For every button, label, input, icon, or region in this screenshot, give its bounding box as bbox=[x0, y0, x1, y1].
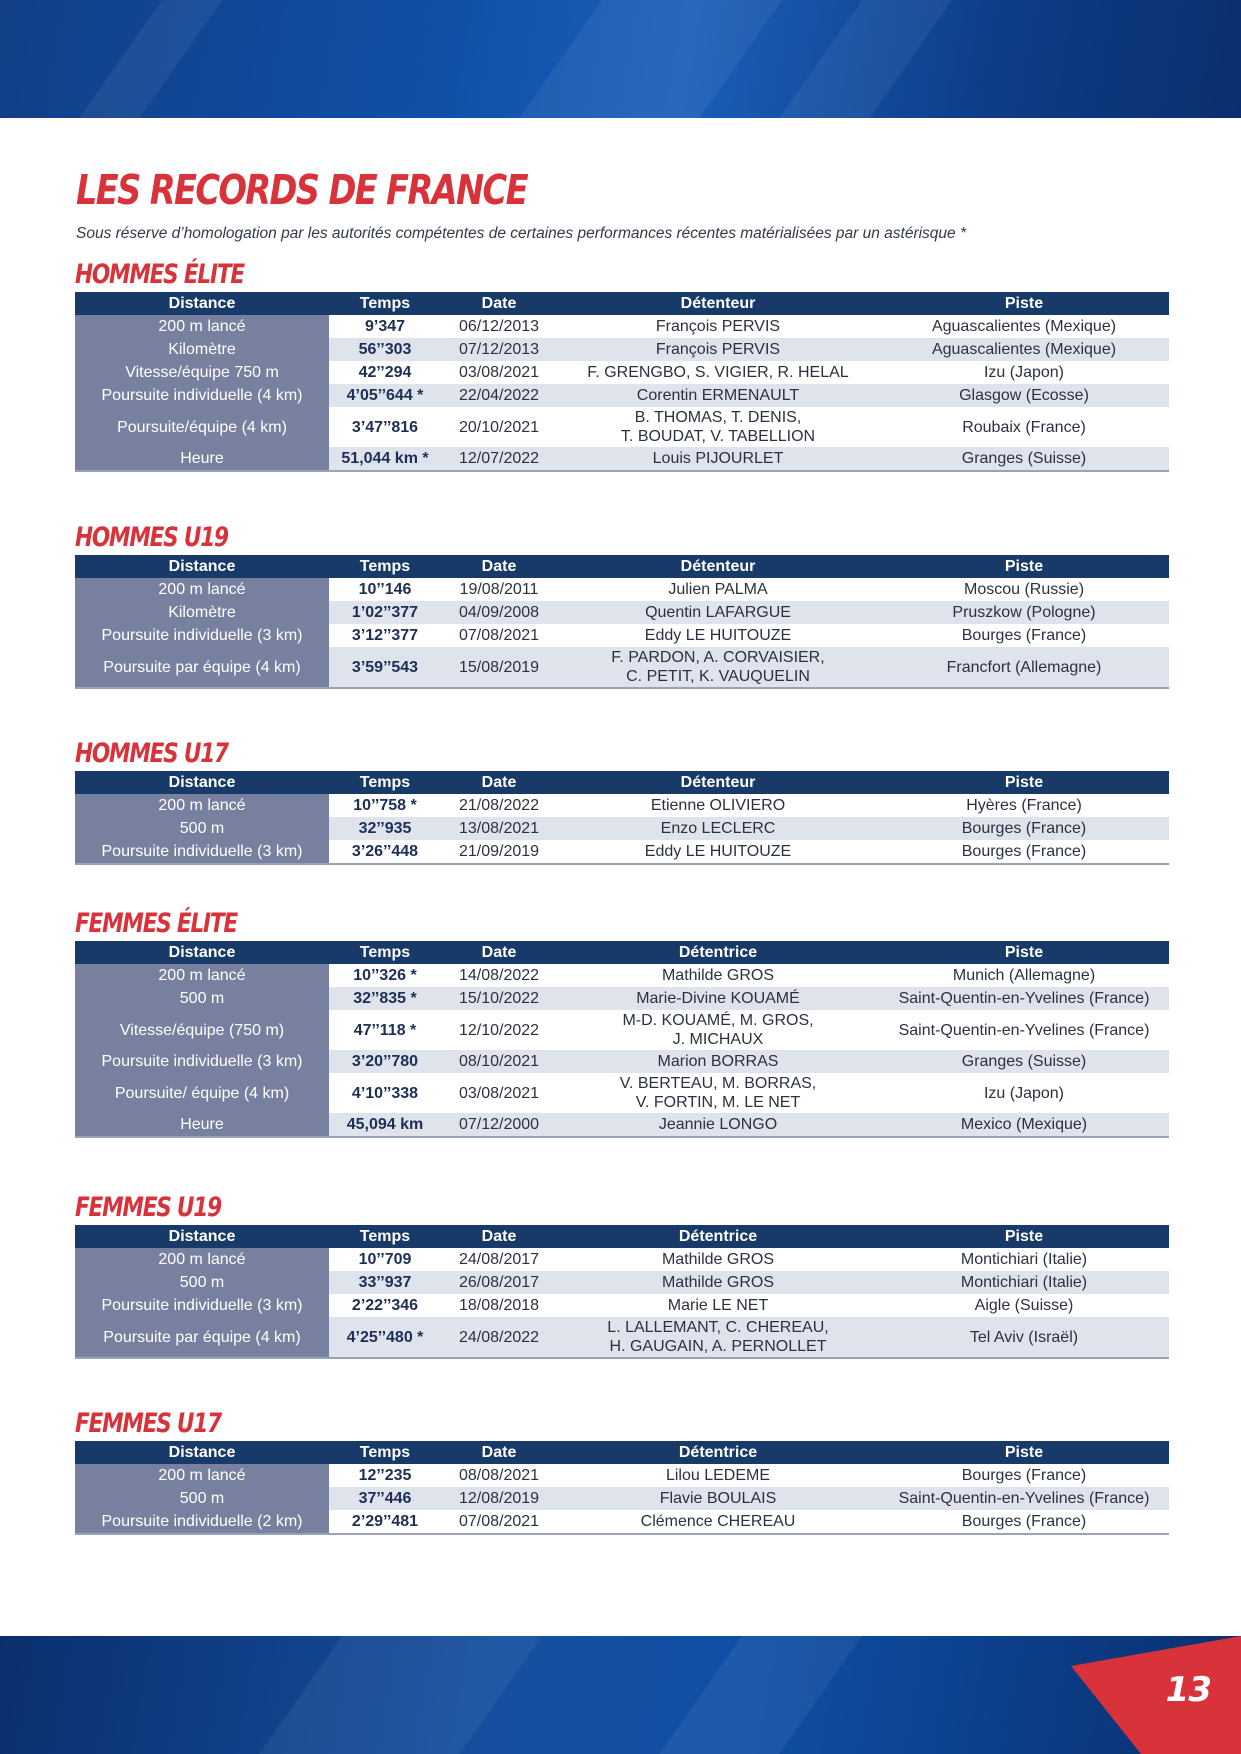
page-number: 13 bbox=[1165, 1670, 1211, 1710]
date-cell: 03/08/2021 bbox=[441, 1073, 557, 1113]
page-subtitle: Sous réserve d’homologation par les autorités compétentes de certaines performances récentes matérialisées par un astérisque * bbox=[76, 225, 967, 242]
date-cell: 21/09/2019 bbox=[441, 840, 557, 864]
track-cell: Glasgow (Ecosse) bbox=[879, 384, 1169, 407]
holder-cell: Jeannie LONGO bbox=[557, 1113, 879, 1137]
table-row bbox=[75, 647, 1169, 688]
section-1 bbox=[75, 521, 1169, 689]
section-title: HOMMES U17 bbox=[75, 738, 228, 769]
column-header: Date bbox=[441, 555, 557, 578]
holder-line-1: M-D. KOUAMÉ, M. GROS, bbox=[622, 1012, 814, 1029]
holder-cell: Enzo LECLERC bbox=[557, 817, 879, 840]
distance-cell: Kilomètre bbox=[75, 338, 329, 361]
table-row bbox=[75, 601, 1169, 624]
holder-cell: F. GRENGBO, S. VIGIER, R. HELAL bbox=[557, 361, 879, 384]
table-row bbox=[75, 407, 1169, 447]
time-cell: 2’22’’346 bbox=[329, 1294, 441, 1317]
table-row bbox=[75, 1294, 1169, 1317]
distance-cell: Poursuite individuelle (3 km) bbox=[75, 1050, 329, 1073]
time-cell: 32’’935 bbox=[329, 817, 441, 840]
column-header: Piste bbox=[879, 292, 1169, 315]
distance-cell: Poursuite individuelle (3 km) bbox=[75, 1294, 329, 1317]
time-cell: 2’29’’481 bbox=[329, 1510, 441, 1534]
holder-line-1: L. LALLEMANT, C. CHEREAU, bbox=[607, 1319, 829, 1336]
track-cell: Francfort (Allemagne) bbox=[879, 647, 1169, 688]
table-row bbox=[75, 817, 1169, 840]
time-cell: 3’26’’448 bbox=[329, 840, 441, 864]
holder-line-2: V. FORTIN, M. LE NET bbox=[635, 1094, 801, 1111]
time-cell: 3’12’’377 bbox=[329, 624, 441, 647]
page-title: LES RECORDS DE FRANCE bbox=[76, 166, 527, 214]
table-row bbox=[75, 624, 1169, 647]
track-cell: Aigle (Suisse) bbox=[879, 1294, 1169, 1317]
date-cell: 24/08/2022 bbox=[441, 1317, 557, 1358]
holder-line-1: F. PARDON, A. CORVAISIER, bbox=[611, 649, 825, 666]
column-header: Temps bbox=[329, 1441, 441, 1464]
column-header: Distance bbox=[75, 941, 329, 964]
table-row bbox=[75, 1317, 1169, 1358]
time-cell: 3’59’’543 bbox=[329, 647, 441, 688]
distance-cell: 200 m lancé bbox=[75, 315, 329, 338]
time-cell: 51,044 km * bbox=[329, 447, 441, 471]
track-cell: Izu (Japon) bbox=[879, 1073, 1169, 1113]
section-title: HOMMES U19 bbox=[75, 522, 228, 553]
column-header: Temps bbox=[329, 555, 441, 578]
records-table bbox=[75, 292, 1169, 472]
holder-cell: Flavie BOULAIS bbox=[557, 1487, 879, 1510]
date-cell: 07/08/2021 bbox=[441, 1510, 557, 1534]
table-row bbox=[75, 1487, 1169, 1510]
time-cell: 33’’937 bbox=[329, 1271, 441, 1294]
table-row bbox=[75, 1248, 1169, 1271]
distance-cell: Kilomètre bbox=[75, 601, 329, 624]
holder-line-1: V. BERTEAU, M. BORRAS, bbox=[619, 1075, 817, 1092]
date-cell: 15/10/2022 bbox=[441, 987, 557, 1010]
column-header: Date bbox=[441, 771, 557, 794]
holder-cell: Julien PALMA bbox=[557, 578, 879, 601]
holder-cell: Marie-Divine KOUAMÉ bbox=[557, 987, 879, 1010]
column-header: Piste bbox=[879, 941, 1169, 964]
distance-cell: Heure bbox=[75, 1113, 329, 1137]
date-cell: 14/08/2022 bbox=[441, 964, 557, 987]
track-cell: Aguascalientes (Mexique) bbox=[879, 315, 1169, 338]
column-header: Détenteur bbox=[557, 555, 879, 578]
table-row bbox=[75, 384, 1169, 407]
track-cell: Saint-Quentin-en-Yvelines (France) bbox=[879, 1010, 1169, 1050]
distance-cell: 200 m lancé bbox=[75, 794, 329, 817]
section-title: HOMMES ÉLITE bbox=[75, 259, 244, 290]
holder-cell bbox=[557, 1073, 879, 1113]
track-cell: Bourges (France) bbox=[879, 624, 1169, 647]
time-cell: 4’25’’480 * bbox=[329, 1317, 441, 1358]
holder-line-2: C. PETIT, K. VAUQUELIN bbox=[626, 668, 810, 685]
date-cell: 24/08/2017 bbox=[441, 1248, 557, 1271]
holder-cell: Louis PIJOURLET bbox=[557, 447, 879, 471]
date-cell: 12/07/2022 bbox=[441, 447, 557, 471]
table-header-row bbox=[75, 1441, 1169, 1464]
table-row bbox=[75, 1050, 1169, 1073]
column-header: Piste bbox=[879, 771, 1169, 794]
distance-cell: 500 m bbox=[75, 1271, 329, 1294]
distance-cell: Poursuite par équipe (4 km) bbox=[75, 647, 329, 688]
distance-cell: Poursuite individuelle (3 km) bbox=[75, 624, 329, 647]
column-header: Date bbox=[441, 1441, 557, 1464]
distance-cell: Poursuite individuelle (3 km) bbox=[75, 840, 329, 864]
table-row bbox=[75, 361, 1169, 384]
date-cell: 04/09/2008 bbox=[441, 601, 557, 624]
date-cell: 26/08/2017 bbox=[441, 1271, 557, 1294]
distance-cell: Vitesse/équipe (750 m) bbox=[75, 1010, 329, 1050]
track-cell: Montichiari (Italie) bbox=[879, 1248, 1169, 1271]
distance-cell: Poursuite individuelle (4 km) bbox=[75, 384, 329, 407]
table-header-row bbox=[75, 555, 1169, 578]
section-3 bbox=[75, 907, 1169, 1138]
holder-cell: Mathilde GROS bbox=[557, 1271, 879, 1294]
column-header: Temps bbox=[329, 292, 441, 315]
section-2 bbox=[75, 737, 1169, 865]
holder-cell bbox=[557, 1317, 879, 1358]
holder-cell: Mathilde GROS bbox=[557, 964, 879, 987]
holder-cell bbox=[557, 1010, 879, 1050]
column-header: Date bbox=[441, 941, 557, 964]
table-row bbox=[75, 1464, 1169, 1487]
distance-cell: Vitesse/équipe 750 m bbox=[75, 361, 329, 384]
holder-cell: François PERVIS bbox=[557, 338, 879, 361]
track-cell: Montichiari (Italie) bbox=[879, 1271, 1169, 1294]
page-number-badge bbox=[1071, 1636, 1241, 1754]
bottom-banner bbox=[0, 1636, 1241, 1754]
time-cell: 4’10’’338 bbox=[329, 1073, 441, 1113]
track-cell: Hyères (France) bbox=[879, 794, 1169, 817]
track-cell: Saint-Quentin-en-Yvelines (France) bbox=[879, 987, 1169, 1010]
holder-cell: Marie LE NET bbox=[557, 1294, 879, 1317]
holder-line-2: H. GAUGAIN, A. PERNOLLET bbox=[609, 1338, 827, 1355]
distance-cell: 200 m lancé bbox=[75, 1464, 329, 1487]
column-header: Détentrice bbox=[557, 1225, 879, 1248]
column-header: Piste bbox=[879, 1225, 1169, 1248]
table-row bbox=[75, 1271, 1169, 1294]
holder-cell bbox=[557, 407, 879, 447]
distance-cell: 200 m lancé bbox=[75, 578, 329, 601]
date-cell: 18/08/2018 bbox=[441, 1294, 557, 1317]
column-header: Détenteur bbox=[557, 771, 879, 794]
column-header: Détentrice bbox=[557, 1441, 879, 1464]
date-cell: 19/08/2011 bbox=[441, 578, 557, 601]
date-cell: 08/10/2021 bbox=[441, 1050, 557, 1073]
track-cell: Pruszkow (Pologne) bbox=[879, 601, 1169, 624]
track-cell: Izu (Japon) bbox=[879, 361, 1169, 384]
time-cell: 47’’118 * bbox=[329, 1010, 441, 1050]
section-title: FEMMES U19 bbox=[75, 1192, 221, 1223]
holder-cell: Eddy LE HUITOUZE bbox=[557, 624, 879, 647]
time-cell: 10’’758 * bbox=[329, 794, 441, 817]
distance-cell: 500 m bbox=[75, 817, 329, 840]
date-cell: 21/08/2022 bbox=[441, 794, 557, 817]
track-cell: Moscou (Russie) bbox=[879, 578, 1169, 601]
distance-cell: Heure bbox=[75, 447, 329, 471]
time-cell: 3’47’’816 bbox=[329, 407, 441, 447]
track-cell: Bourges (France) bbox=[879, 817, 1169, 840]
column-header: Distance bbox=[75, 1225, 329, 1248]
section-4 bbox=[75, 1191, 1169, 1359]
track-cell: Bourges (France) bbox=[879, 1510, 1169, 1534]
column-header: Temps bbox=[329, 1225, 441, 1248]
distance-cell: Poursuite par équipe (4 km) bbox=[75, 1317, 329, 1358]
holder-cell: Corentin ERMENAULT bbox=[557, 384, 879, 407]
track-cell: Granges (Suisse) bbox=[879, 447, 1169, 471]
records-table bbox=[75, 1441, 1169, 1535]
table-row bbox=[75, 794, 1169, 817]
distance-cell: 500 m bbox=[75, 1487, 329, 1510]
column-header: Distance bbox=[75, 292, 329, 315]
table-row bbox=[75, 840, 1169, 864]
records-table bbox=[75, 941, 1169, 1138]
distance-cell: 500 m bbox=[75, 987, 329, 1010]
time-cell: 10’’146 bbox=[329, 578, 441, 601]
table-row bbox=[75, 578, 1169, 601]
time-cell: 37’’446 bbox=[329, 1487, 441, 1510]
column-header: Distance bbox=[75, 1441, 329, 1464]
date-cell: 12/10/2022 bbox=[441, 1010, 557, 1050]
date-cell: 06/12/2013 bbox=[441, 315, 557, 338]
table-row bbox=[75, 987, 1169, 1010]
date-cell: 03/08/2021 bbox=[441, 361, 557, 384]
table-row bbox=[75, 1510, 1169, 1534]
holder-cell: Lilou LEDEME bbox=[557, 1464, 879, 1487]
table-row bbox=[75, 447, 1169, 471]
section-5 bbox=[75, 1407, 1169, 1535]
column-header: Piste bbox=[879, 555, 1169, 578]
distance-cell: Poursuite individuelle (2 km) bbox=[75, 1510, 329, 1534]
time-cell: 9’347 bbox=[329, 315, 441, 338]
column-header: Détentrice bbox=[557, 941, 879, 964]
column-header: Date bbox=[441, 292, 557, 315]
date-cell: 15/08/2019 bbox=[441, 647, 557, 688]
distance-cell: Poursuite/équipe (4 km) bbox=[75, 407, 329, 447]
time-cell: 12’’235 bbox=[329, 1464, 441, 1487]
section-0 bbox=[75, 258, 1169, 472]
holder-cell: Quentin LAFARGUE bbox=[557, 601, 879, 624]
table-row bbox=[75, 1010, 1169, 1050]
distance-cell: 200 m lancé bbox=[75, 1248, 329, 1271]
holder-line-1: B. THOMAS, T. DENIS, bbox=[634, 409, 802, 426]
track-cell: Tel Aviv (Israël) bbox=[879, 1317, 1169, 1358]
column-header: Temps bbox=[329, 941, 441, 964]
holder-cell: Clémence CHEREAU bbox=[557, 1510, 879, 1534]
table-header-row bbox=[75, 941, 1169, 964]
section-title: FEMMES ÉLITE bbox=[75, 908, 237, 939]
column-header: Distance bbox=[75, 555, 329, 578]
distance-cell: 200 m lancé bbox=[75, 964, 329, 987]
column-header: Date bbox=[441, 1225, 557, 1248]
track-cell: Bourges (France) bbox=[879, 1464, 1169, 1487]
holder-cell: Marion BORRAS bbox=[557, 1050, 879, 1073]
column-header: Temps bbox=[329, 771, 441, 794]
date-cell: 08/08/2021 bbox=[441, 1464, 557, 1487]
track-cell: Roubaix (France) bbox=[879, 407, 1169, 447]
time-cell: 45,094 km bbox=[329, 1113, 441, 1137]
table-header-row bbox=[75, 771, 1169, 794]
date-cell: 13/08/2021 bbox=[441, 817, 557, 840]
date-cell: 07/12/2000 bbox=[441, 1113, 557, 1137]
time-cell: 42’’294 bbox=[329, 361, 441, 384]
date-cell: 07/08/2021 bbox=[441, 624, 557, 647]
holder-cell: François PERVIS bbox=[557, 315, 879, 338]
top-banner bbox=[0, 0, 1241, 118]
records-table bbox=[75, 1225, 1169, 1359]
date-cell: 07/12/2013 bbox=[441, 338, 557, 361]
time-cell: 10’’709 bbox=[329, 1248, 441, 1271]
table-row bbox=[75, 338, 1169, 361]
track-cell: Saint-Quentin-en-Yvelines (France) bbox=[879, 1487, 1169, 1510]
holder-cell bbox=[557, 647, 879, 688]
table-header-row bbox=[75, 1225, 1169, 1248]
table-row bbox=[75, 1073, 1169, 1113]
time-cell: 4’05’’644 * bbox=[329, 384, 441, 407]
time-cell: 10’’326 * bbox=[329, 964, 441, 987]
section-title: FEMMES U17 bbox=[75, 1408, 221, 1439]
track-cell: Granges (Suisse) bbox=[879, 1050, 1169, 1073]
track-cell: Munich (Allemagne) bbox=[879, 964, 1169, 987]
holder-cell: Etienne OLIVIERO bbox=[557, 794, 879, 817]
table-row bbox=[75, 1113, 1169, 1137]
records-table bbox=[75, 771, 1169, 865]
holder-line-2: T. BOUDAT, V. TABELLION bbox=[620, 428, 816, 445]
time-cell: 32’’835 * bbox=[329, 987, 441, 1010]
table-header-row bbox=[75, 292, 1169, 315]
records-table bbox=[75, 555, 1169, 689]
distance-cell: Poursuite/ équipe (4 km) bbox=[75, 1073, 329, 1113]
track-cell: Aguascalientes (Mexique) bbox=[879, 338, 1169, 361]
holder-cell: Eddy LE HUITOUZE bbox=[557, 840, 879, 864]
column-header: Distance bbox=[75, 771, 329, 794]
table-row bbox=[75, 315, 1169, 338]
holder-cell: Mathilde GROS bbox=[557, 1248, 879, 1271]
track-cell: Mexico (Mexique) bbox=[879, 1113, 1169, 1137]
column-header: Piste bbox=[879, 1441, 1169, 1464]
time-cell: 1’02’’377 bbox=[329, 601, 441, 624]
time-cell: 56’’303 bbox=[329, 338, 441, 361]
date-cell: 12/08/2019 bbox=[441, 1487, 557, 1510]
date-cell: 20/10/2021 bbox=[441, 407, 557, 447]
holder-line-2: J. MICHAUX bbox=[672, 1031, 764, 1048]
date-cell: 22/04/2022 bbox=[441, 384, 557, 407]
table-row bbox=[75, 964, 1169, 987]
track-cell: Bourges (France) bbox=[879, 840, 1169, 864]
time-cell: 3’20’’780 bbox=[329, 1050, 441, 1073]
column-header: Détenteur bbox=[557, 292, 879, 315]
